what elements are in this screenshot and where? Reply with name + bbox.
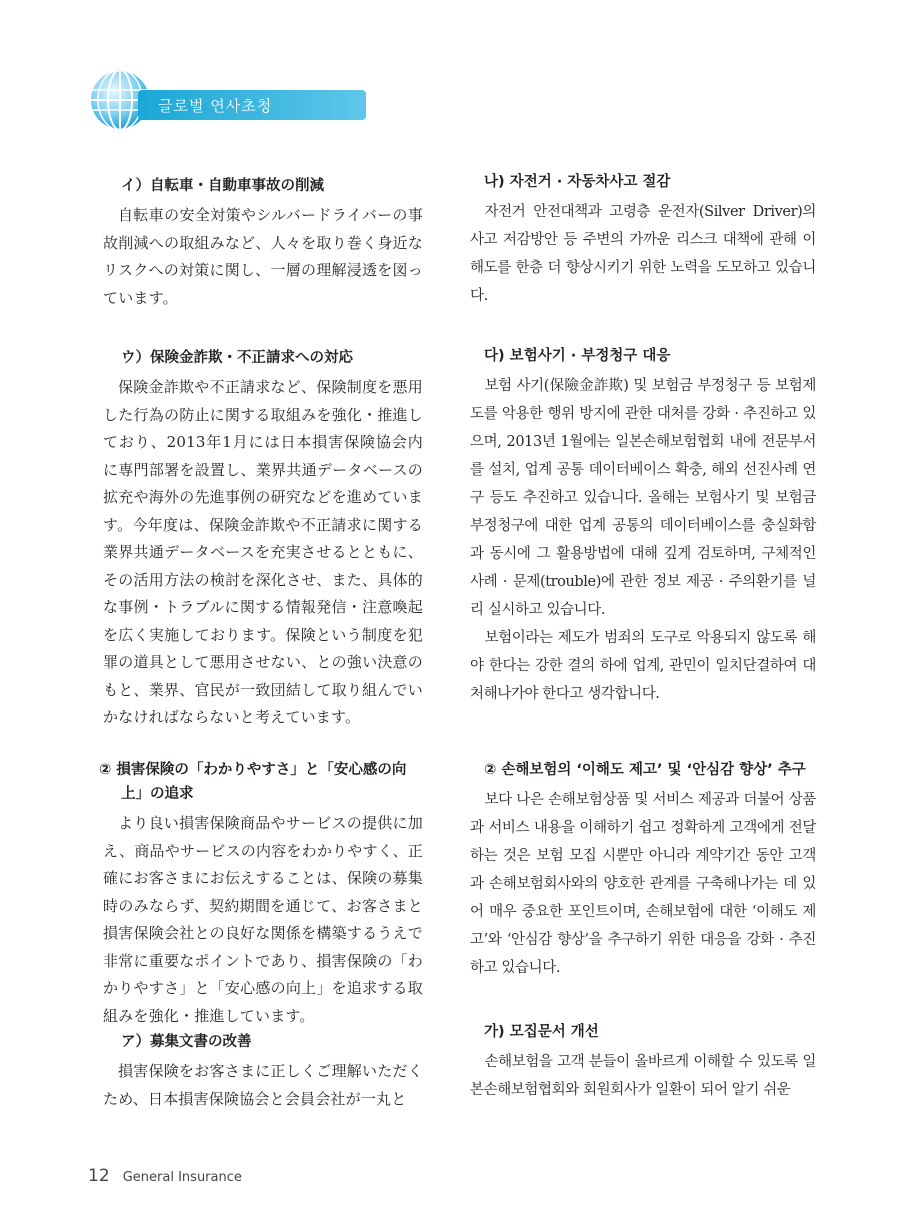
section-badge: [88, 68, 288, 138]
paragraph: より良い損害保険商品やサービスの提供に加え、商品やサービスの内容をわかりやすく、正確にお客さまにお伝えすることは、保険の募集時のみならず、契約期間を通じて、お客さまと損害保険会社との良好な関係を構築するうえで非常に重要なポイントであり、損害保険の「わかりやすさ」と「安心感の向上」を追求する取組みを強化・推進しています。: [103, 814, 423, 1025]
section-documents-ja: [103, 1030, 423, 1113]
section-label: 글로벌 연사초청: [158, 97, 273, 115]
section-clarity-ko: [470, 758, 816, 982]
section-fraud-ja: [103, 346, 423, 732]
paragraph: 보다 나은 손해보험상품 및 서비스 제공과 더불어 상품과 서비스 내용을 이해하기 쉽고 정확하게 고객에게 전달하는 것은 보험 모집 시뿐만 아니라 계약기간 동안 고객과 손해보험회사와의 양호한 관계를 구축해나가는 데 있어 매우 중요한 포인트이며, 손해보험에 대한 ‘이해도 제고’와 ‘안심감 향상’을 추구하기 위한 대응을 강화 · 추진하고 있습니다.: [470, 792, 816, 976]
page-number: 12: [88, 1166, 110, 1186]
paragraph: 손해보험을 고객 분들이 올바르게 이해할 수 있도록 일본손해보험협회와 회원회사가 일환이 되어 알기 쉬운: [470, 1054, 816, 1098]
heading: 나) 자전거 · 자동차사고 절감: [484, 174, 671, 190]
heading: 다) 보험사기 · 부정청구 대응: [484, 348, 671, 364]
section-documents-ko: [470, 1020, 816, 1104]
heading: ウ）保険金詐欺・不正請求への対応: [121, 350, 353, 366]
heading: ア）募集文書の改善: [121, 1034, 252, 1050]
paragraph: 保険金詐欺や不正請求など、保険制度を悪用した行為の防止に関する取組みを強化・推進しており、2013年1月には日本損害保険協会内に専門部署を設置し、業界共通データベースの拡充や海外の先進事例の研究などを進めています。今年度は、保険金詐欺や不正請求に関する業界共通データベースを充実させるとともに、その活用方法の検討を深化させ、また、具体的な事例・トラブルに関する情報発信・注意喚起を広く実施しております。保険という制度を犯罪の道具として悪用させない、との強い決意のもと、業界、官民が一致団結して取り組んでいかなければならないと考えています。: [103, 378, 423, 726]
paragraph: 損害保険をお客さまに正しくご理解いただくため、日本損害保険協会と会員会社が一丸と: [103, 1062, 423, 1108]
heading: イ）自転車・自動車事故の削減: [121, 178, 324, 194]
heading: 가) 모집문서 개선: [484, 1024, 599, 1040]
publication-title: General Insurance: [122, 1170, 242, 1185]
section-fraud-ko: [470, 344, 816, 708]
page-footer: [88, 1166, 242, 1186]
section-bicycle-ko: [470, 170, 816, 310]
heading: ② 손해보험의 ‘이해도 제고’ 및 ‘안심감 향상’ 추구: [484, 762, 806, 778]
paragraph: 自転車の安全対策やシルバードライバーの事故削減への取組みなど、人々を取り巻く身近なリスクへの対策に関し、一層の理解浸透を図っています。: [103, 206, 423, 307]
paragraph: 보험이라는 제도가 범죄의 도구로 악용되지 않도록 해야 한다는 강한 결의 하에 업계, 관민이 일치단결하여 대처해나가야 한다고 생각합니다.: [470, 630, 816, 702]
paragraph: 보험 사기(保險金詐欺) 및 보험금 부정청구 등 보험제도를 악용한 행위 방지에 관한 대처를 강화 · 추진하고 있으며, 2013년 1월에는 일본손해보험협회 내에 전문부서를 설치, 업계 공통 데이터베이스 확충, 해외 선진사례 연구 등도 추진하고 있습니다. 올해는 보험사기 및 보험금 부정청구에 대한 업계 공통의 데이터베이스를 충실화함과 동시에 그 활용방법에 대해 깊게 검토하며, 구체적인 사례 · 문제(trouble)에 관한 정보 제공 · 주의환기를 널리 실시하고 있습니다.: [470, 378, 816, 618]
section-bicycle-ja: [103, 174, 423, 312]
paragraph: 자전거 안전대책과 고령층 운전자(Silver Driver)의 사고 저감방안 등 주변의 가까운 리스크 대책에 관해 이해도를 한층 더 향상시키기 위한 노력을 도모하고 있습니다.: [470, 204, 816, 304]
section-clarity-ja: [99, 758, 423, 1030]
heading: ② 損害保険の「わかりやすさ」と「安心感の向上」の追求: [99, 762, 407, 802]
